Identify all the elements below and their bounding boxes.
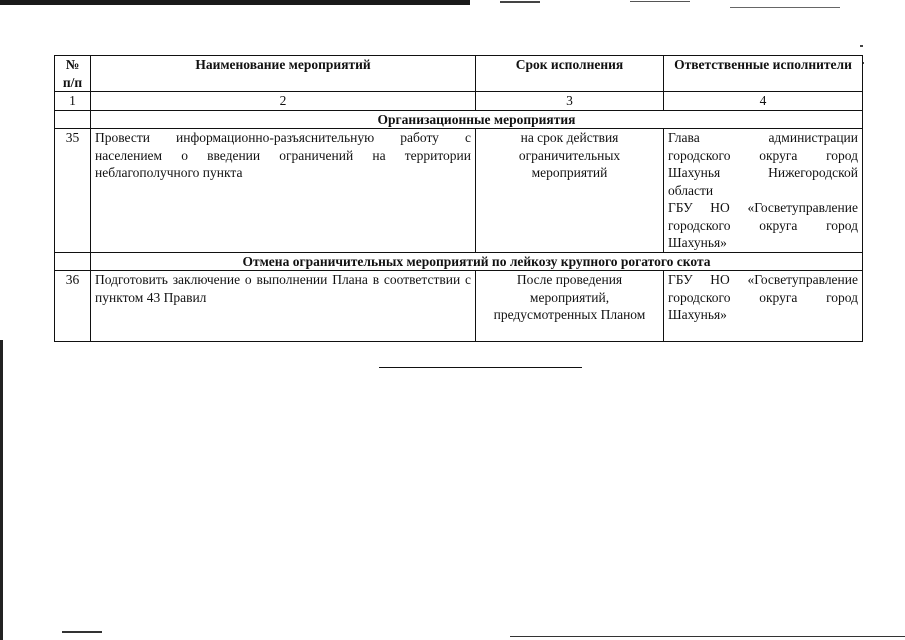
column-number: 3 (476, 92, 664, 111)
table-header-row (55, 56, 863, 92)
section-spacer (55, 110, 91, 129)
scan-edge-bottom (510, 636, 905, 637)
column-number: 2 (91, 92, 476, 111)
scan-mark (62, 631, 102, 633)
header-responsible: Ответственные исполнители (664, 56, 863, 92)
section-row (55, 110, 863, 129)
section-row (55, 252, 863, 271)
row-number: 35 (55, 129, 91, 253)
column-number: 4 (664, 92, 863, 111)
column-number: 1 (55, 92, 91, 111)
scan-edge-left (0, 340, 3, 640)
table-row (55, 271, 863, 342)
scan-edge-top (0, 0, 470, 5)
responsible-entry: Глава администрации городского округа город Шахунья Нижегородской области (668, 130, 858, 198)
plan-table (54, 55, 863, 342)
section-title: Организационные мероприятия (91, 110, 863, 129)
scan-mark (730, 7, 840, 8)
row-action: Подготовить заключение о выполнении Плана в соответствии с пунктом 43 Правил (91, 271, 476, 342)
header-term: Срок исполнения (476, 56, 664, 92)
section-spacer (55, 252, 91, 271)
row-term: на срок действия ограничительных мероприятий (476, 129, 664, 253)
closing-rule (379, 367, 582, 368)
table-row (55, 129, 863, 253)
responsible-entry: ГБУ НО «Госветуправление городского округа город Шахунья» (668, 272, 858, 322)
scan-speck (860, 45, 863, 47)
row-responsible (664, 129, 863, 253)
column-numbers-row (55, 92, 863, 111)
row-action: Провести информационно-разъяснительную работу с населением о введении ограничений на территории неблагополучного пункта (91, 129, 476, 253)
row-number: 36 (55, 271, 91, 342)
scan-mark (630, 1, 690, 2)
section-title: Отмена ограничительных мероприятий по лейкозу крупного рогатого скота (91, 252, 863, 271)
row-responsible (664, 271, 863, 342)
scan-mark (500, 1, 540, 3)
header-number: № п/п (55, 56, 91, 92)
responsible-entry: ГБУ НО «Госветуправление городского округа город Шахунья» (668, 200, 858, 250)
header-action: Наименование мероприятий (91, 56, 476, 92)
row-term: После проведения мероприятий, предусмотренных Планом (476, 271, 664, 342)
